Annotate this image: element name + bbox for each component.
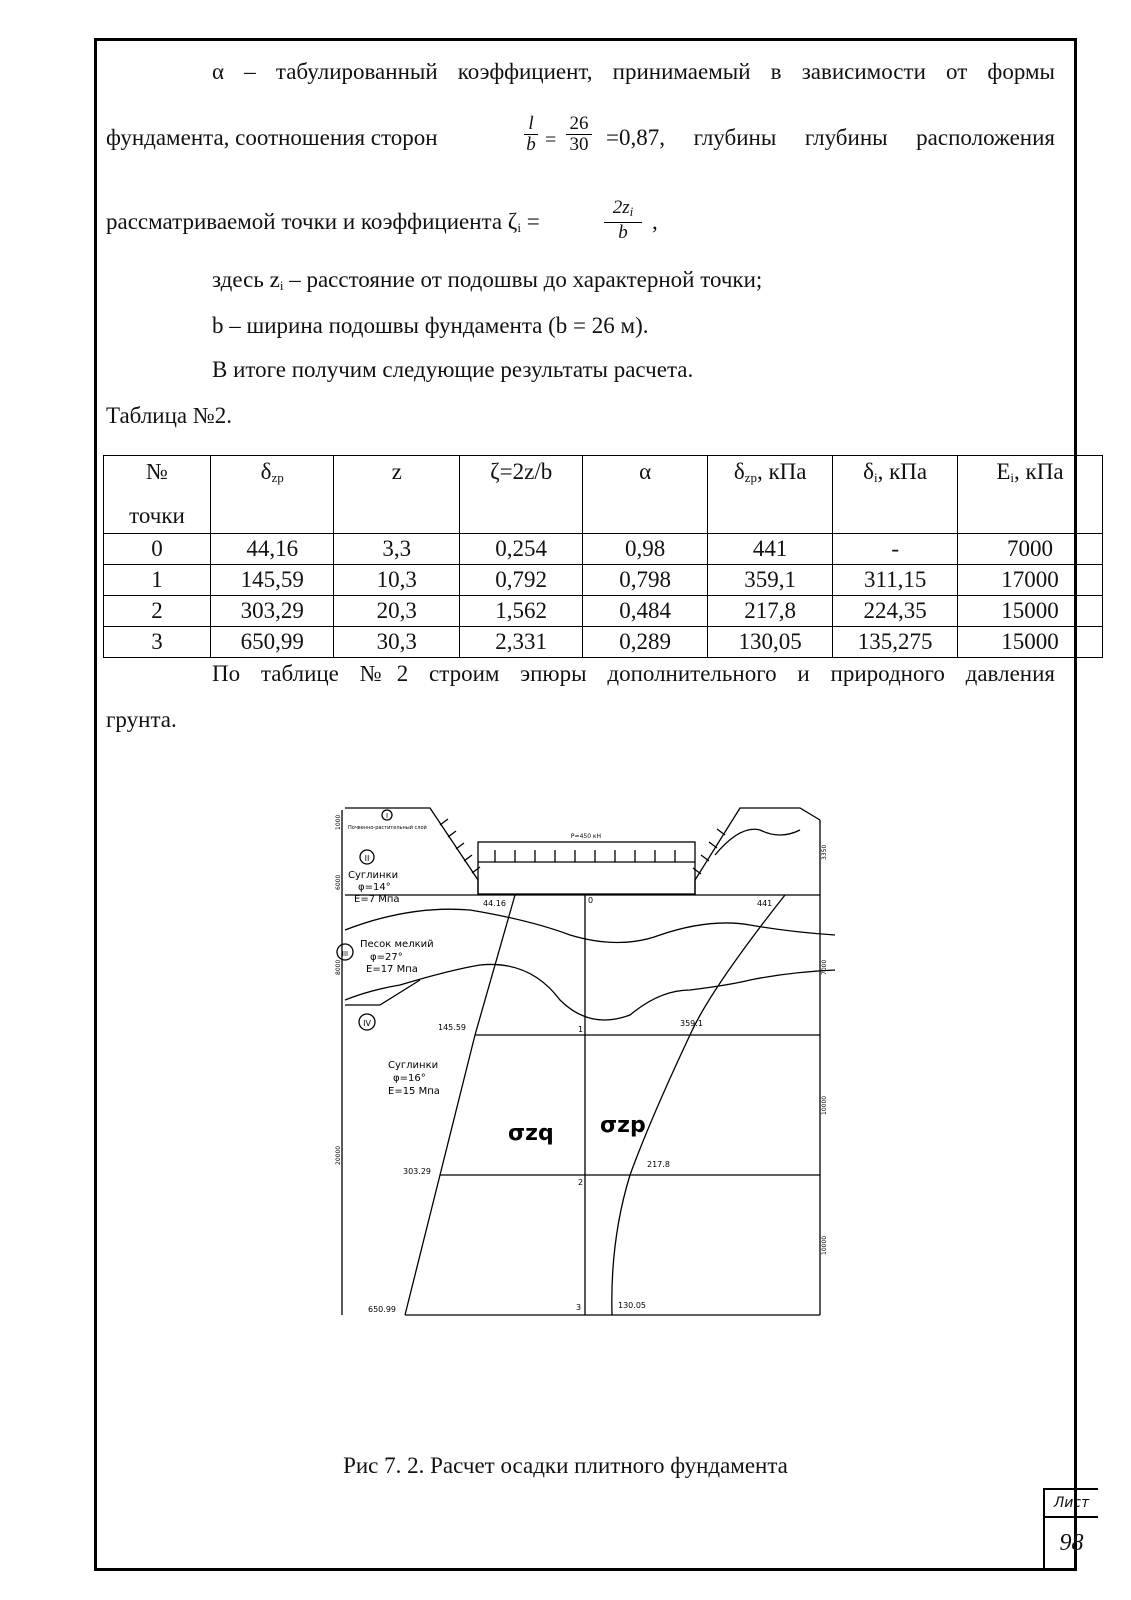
table-cell: 10,3 xyxy=(334,565,460,596)
table-cell: 7000 xyxy=(957,534,1102,565)
table-cell: 1 xyxy=(104,565,211,596)
zi-desc: – расстояние от подошвы до характерной точки; xyxy=(283,267,763,292)
zp-value-3: 130.05 xyxy=(618,1301,646,1310)
table-cell: 224,35 xyxy=(833,596,957,627)
header-point xyxy=(104,456,211,534)
sheet-stamp xyxy=(1043,1488,1098,1568)
zi-text: здесь z xyxy=(212,267,280,292)
table-cell: 15000 xyxy=(957,627,1102,658)
header-zeta xyxy=(459,456,582,534)
frac-26: 26 xyxy=(569,113,589,134)
left-dim-1: 1000 xyxy=(335,814,342,830)
table-cell: 3,3 xyxy=(334,534,460,565)
header-di xyxy=(833,456,957,534)
table-cell: 44,16 xyxy=(210,534,333,565)
table-cell: 217,8 xyxy=(707,596,833,627)
layer2-line2: φ=14° xyxy=(358,882,391,893)
table-cell: 0,798 xyxy=(583,565,707,596)
table-cell: 15000 xyxy=(957,596,1102,627)
layer4-line1: Суглинки xyxy=(388,1060,439,1071)
zq-value-0: 44.16 xyxy=(483,899,506,908)
sheet-label: Лист xyxy=(1045,1490,1098,1518)
table-cell: 0,98 xyxy=(583,534,707,565)
layer4-line2: φ=16° xyxy=(393,1073,426,1084)
header-di-main: δ xyxy=(863,459,874,484)
header-z-main: z xyxy=(391,459,402,484)
left-dim-2: 6000 xyxy=(335,874,342,890)
table-title: Таблица №2. xyxy=(106,403,233,428)
table-cell: 0,792 xyxy=(459,565,582,596)
right-dim-3: 10000 xyxy=(821,1095,828,1115)
table-cell: 0,289 xyxy=(583,627,707,658)
table-cell: 135,275 xyxy=(833,627,957,658)
layer1-num: I xyxy=(385,812,389,820)
right-dim-4: 10000 xyxy=(821,1235,828,1255)
left-dim-3: 8000 xyxy=(335,959,342,975)
header-alpha-main: α xyxy=(639,459,652,484)
para2-line1 xyxy=(212,266,762,300)
layer2-num: II xyxy=(364,854,370,863)
table-header-row xyxy=(104,456,1103,534)
sigma-zq-label: σzq xyxy=(508,1121,554,1146)
fraction-26-30 xyxy=(566,114,592,155)
sheet-number: 98 xyxy=(1059,1530,1084,1556)
header-alpha xyxy=(583,456,707,534)
para3-line2: грунта. xyxy=(106,707,177,732)
foundation-slab xyxy=(478,842,695,894)
slope-hatching xyxy=(440,819,725,874)
zq-value-1: 145.59 xyxy=(438,1023,466,1032)
header-z xyxy=(334,456,460,534)
layer3-line3: E=17 Мпа xyxy=(366,964,418,975)
header-ei-main: E xyxy=(996,459,1011,484)
header-dzp xyxy=(210,456,333,534)
zp-value-0: 441 xyxy=(757,899,773,908)
header-ei-tail: , кПа xyxy=(1014,459,1064,484)
para1-line2a: фундамента, соотношения сторон xyxy=(106,125,438,150)
zi-sub: i xyxy=(279,278,284,293)
para1-line3 xyxy=(106,208,540,242)
zq-value-3: 650.99 xyxy=(368,1305,396,1314)
layer3-num: III xyxy=(341,950,349,958)
right-slope-curve xyxy=(715,829,800,855)
table-cell: 20,3 xyxy=(334,596,460,627)
header-dzp-kpa xyxy=(707,456,833,534)
header-di-tail: , кПа xyxy=(877,459,928,484)
para3-line1: По таблице №2 строим эпюры дополнительного и природного давления xyxy=(212,661,1055,686)
sigma-zq-epure xyxy=(405,895,515,1315)
table-cell: 441 xyxy=(707,534,833,565)
zeta-text: рассматриваемой точки и коэффициента ζ xyxy=(106,209,518,234)
table-cell: 145,59 xyxy=(210,565,333,596)
comma: , xyxy=(652,209,658,234)
right-dim-2: 7000 xyxy=(821,959,828,975)
header-dzp2-tail: , кПа xyxy=(756,459,807,484)
layer3-line1: Песок мелкий xyxy=(360,939,434,950)
settlement-diagram xyxy=(330,800,850,1330)
load-arrows xyxy=(495,850,675,862)
zq-value-2: 303.29 xyxy=(403,1167,431,1176)
layer2-line1: Суглинки xyxy=(348,870,399,881)
layer3-line2: φ=27° xyxy=(370,952,403,963)
header-point-main: № xyxy=(146,459,168,484)
table-cell: 0,484 xyxy=(583,596,707,627)
layer-boundary-left xyxy=(345,980,420,1005)
load-label: P=450 кН xyxy=(570,833,602,840)
fraction-l-b xyxy=(524,114,538,155)
right-dim-1: 3350 xyxy=(821,844,828,860)
figure-caption: Рис 7. 2. Расчет осадки плитного фундамента xyxy=(343,1453,788,1478)
frac-2z: 2z xyxy=(612,197,630,218)
table-row xyxy=(104,565,1103,596)
para2-line3: В итоге получим следующие результаты расчета. xyxy=(212,357,694,382)
point-num-0: 0 xyxy=(588,896,594,905)
table-cell: 30,3 xyxy=(334,627,460,658)
table-cell: 650,99 xyxy=(210,627,333,658)
header-di-sub: i xyxy=(874,470,878,485)
table-cell: 0 xyxy=(104,534,211,565)
layer1-label: Почвенно-растительный слой xyxy=(348,825,427,831)
table-cell: 303,29 xyxy=(210,596,333,627)
zeta-eq: = xyxy=(520,209,540,234)
zp-value-1: 359.1 xyxy=(680,1019,703,1028)
table-cell: - xyxy=(833,534,957,565)
zp-value-2: 217.8 xyxy=(647,1160,670,1169)
frac-b2: b xyxy=(604,222,642,243)
point-num-3: 3 xyxy=(576,1303,582,1312)
table-cell: 2,331 xyxy=(459,627,582,658)
frac-30: 30 xyxy=(566,134,592,155)
sigma-zp-label: σzp xyxy=(600,1113,646,1138)
point-num-1: 1 xyxy=(578,1025,584,1034)
table-row xyxy=(104,596,1103,627)
table-cell: 359,1 xyxy=(707,565,833,596)
table-row xyxy=(104,534,1103,565)
table-cell: 0,254 xyxy=(459,534,582,565)
layer2-line3: E=7 Мпа xyxy=(354,894,400,905)
layer-boundary-3-4 xyxy=(345,964,835,1020)
header-dzp2-main: δ xyxy=(733,459,745,484)
point-num-2: 2 xyxy=(578,1178,584,1187)
table-cell: 17000 xyxy=(957,565,1102,596)
header-dzp-main: δ xyxy=(260,459,272,484)
table-row xyxy=(104,627,1103,658)
frac-2z-sub: i xyxy=(629,204,634,219)
results-table xyxy=(103,455,1103,658)
header-ei xyxy=(957,456,1102,534)
left-dim-4: 20000 xyxy=(335,1145,342,1165)
layer4-num: IV xyxy=(363,1019,371,1028)
table-cell: 311,15 xyxy=(833,565,957,596)
para1-line1: α – табулированный коэффициент, принимаемый в зависимости от формы xyxy=(212,59,1055,84)
fraction-2zi-b xyxy=(604,198,642,243)
table-cell: 2 xyxy=(104,596,211,627)
frac-b: b xyxy=(524,134,538,155)
header-dzp2-sub: zp xyxy=(744,470,757,485)
table-cell: 3 xyxy=(104,627,211,658)
equals-sign: = xyxy=(545,129,557,151)
right-slope xyxy=(695,808,820,895)
header-point-line2: точки xyxy=(129,503,185,528)
sigma-zp-epure xyxy=(612,895,785,1315)
header-zeta-main: ζ=2z/b xyxy=(490,459,553,484)
layer4-line3: E=15 Мпа xyxy=(388,1086,440,1097)
frac-l: l xyxy=(528,113,534,134)
para2-line2: b – ширина подошвы фундамента (b = 26 м). xyxy=(212,313,649,338)
zeta-sub: i xyxy=(517,220,521,235)
header-dzp-sub: zp xyxy=(271,470,284,485)
table-cell: 130,05 xyxy=(707,627,833,658)
para1-line2b: =0,87, глубины глубины расположения xyxy=(606,125,1055,150)
table-cell: 1,562 xyxy=(459,596,582,627)
header-ei-sub: i xyxy=(1010,470,1015,485)
